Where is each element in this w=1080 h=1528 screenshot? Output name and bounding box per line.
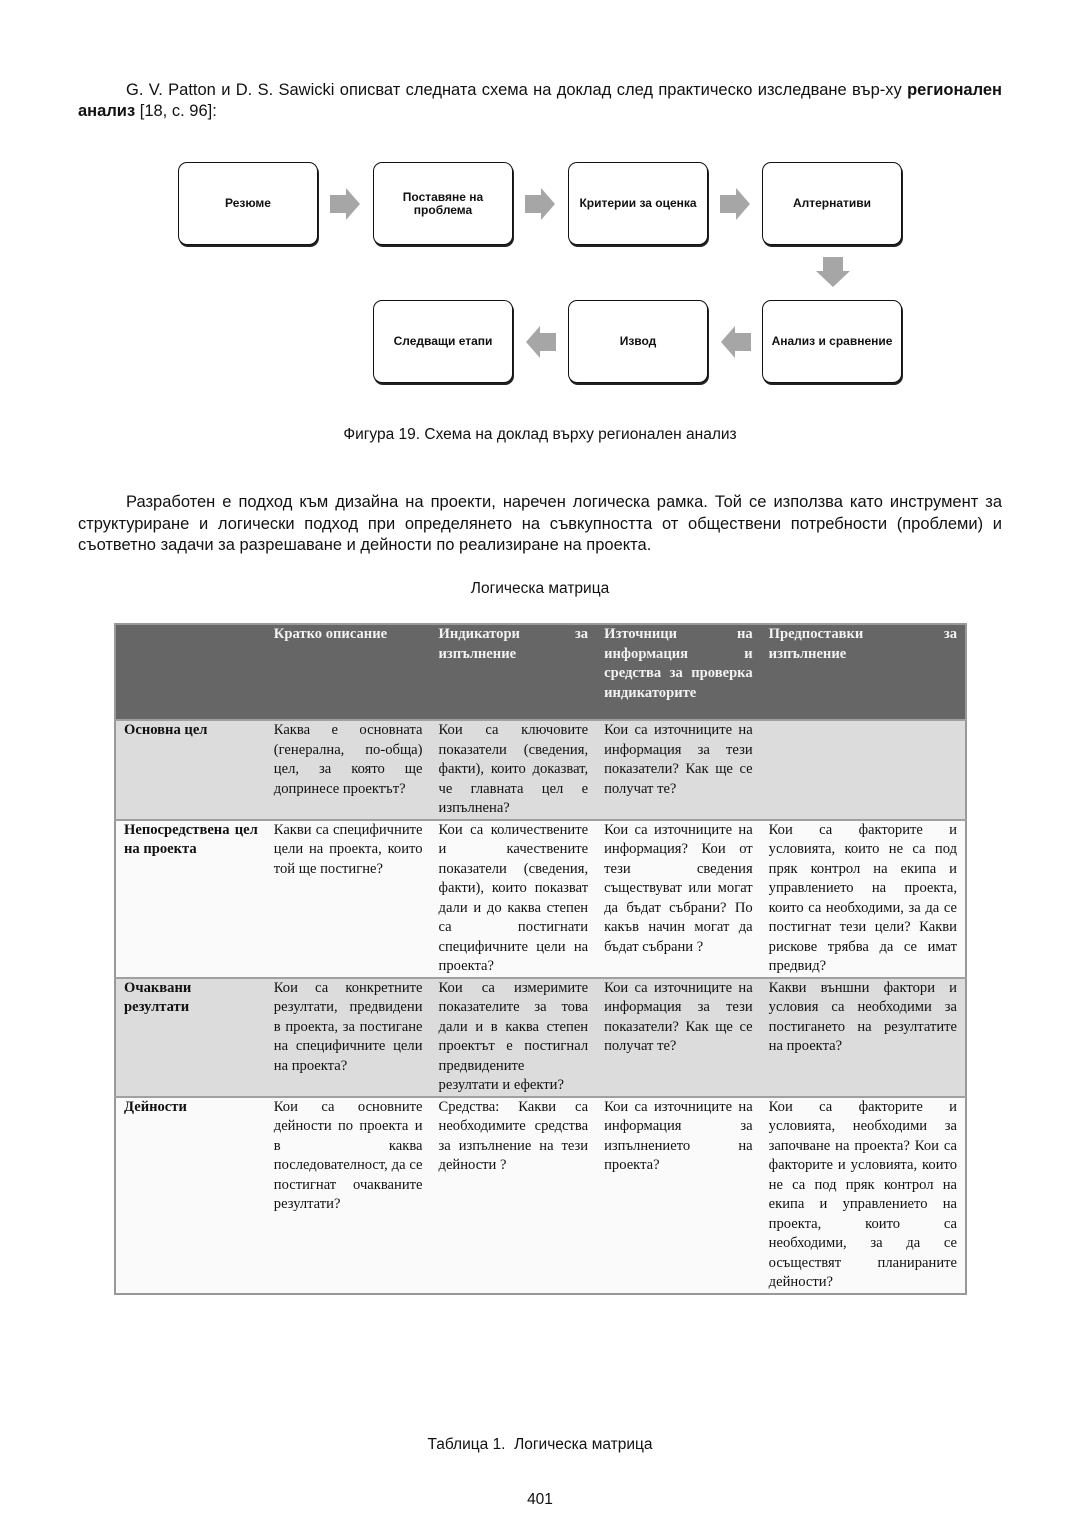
arrow-left-icon [526, 326, 556, 358]
diagram-box-next-steps [373, 300, 513, 383]
table-cell: Средства: Какви са необходимите средства за изпълнение на тези дейности ? [431, 1097, 597, 1294]
table-cell: Кои са основните дейности по проекта и в каква последователност, да се постигнат очакваните резултати? [266, 1097, 431, 1294]
table-caption: Таблица 1. Логическа матрица [427, 1436, 653, 1453]
table-row [115, 820, 966, 978]
box-label: Следващи етапи [393, 334, 493, 348]
box-label: Резюме [225, 196, 271, 210]
diagram-box-analysis [762, 300, 902, 383]
table-cell: Каква е основната (генерална, по-обща) цел, за която ще допринесе проектът? [266, 720, 431, 820]
diagram-box-alternatives [762, 162, 902, 245]
table-cell: Кои са факторите и условията, които не са под пряк контрол на екипа и управлението на проекта, които са необходими, за да се постигнат тези цели? Какви рискове трябва да се имат предвид? [761, 820, 966, 978]
table-cell: Кои са конкретните резултати, предвидени в проекта, за постигане на специфичните цели на проекта? [266, 978, 431, 1097]
table-cell: Кои са факторите и условията, необходими за започване на проекта? Кои са факторите и условията, които не са под пряк контрол на екипа и управлението на проекта, които са необходими, за да се осъществят планираните дейности? [761, 1097, 966, 1294]
table-cell: Кои са източниците на информация? Кои от тези сведения съществуват или могат да бъдат събрани? По какъв начин могат да бъдат събрани ? [596, 820, 761, 978]
table-cell: Какви са специфичните цели на проекта, които той ще постигне? [266, 820, 431, 978]
body-paragraph [78, 492, 1002, 557]
table-cell: Кои са източниците на информация за изпълнението на проекта? [596, 1097, 761, 1294]
table-row [115, 978, 966, 1097]
box-label: Алтернативи [792, 196, 872, 210]
diagram-box-conclusion [568, 300, 708, 383]
row-header: Основна цел [115, 720, 266, 820]
row-header: Дейности [115, 1097, 266, 1294]
row-header: Очаквани резултати [115, 978, 266, 1097]
row-header: Непосредствена цел на проекта [115, 820, 266, 978]
table-row [115, 720, 966, 820]
box-label: Критерии за оценка [579, 196, 697, 210]
table-title: Логическа матрица [470, 580, 610, 597]
column-header-indicators: Индикатори за изпълнение [431, 624, 597, 720]
diagram-box-criteria [568, 162, 708, 245]
figure-caption: Фигура 19. Схема на доклад върху регионален анализ [343, 426, 737, 443]
diagram-box-problem [373, 162, 513, 245]
column-header [115, 624, 266, 720]
page-number: 401 [527, 1491, 553, 1508]
table-cell: Кои са количествените и качествените показатели (сведения, факти), които показват дали и до каква степен са постигнати специфичните цели на проекта? [431, 820, 597, 978]
arrow-right-icon [330, 188, 360, 220]
table-cell: Кои са източниците на информация за тези показатели? Как ще се получат те? [596, 720, 761, 820]
column-header-sources: Източници на информация и средства за проверка индикаторите [596, 624, 761, 720]
table-row [115, 1097, 966, 1294]
table-cell: Кои са ключовите показатели (сведения, факти), които доказват, че главната цел е изпълнена? [431, 720, 597, 820]
diagram-box-summary [178, 162, 318, 245]
box-label: Извод [619, 334, 657, 348]
intro-paragraph [78, 80, 1002, 122]
arrow-left-icon [721, 326, 751, 358]
intro-bold-term: регионален анализ [78, 81, 1002, 120]
box-label: Анализ и сравнение [771, 334, 893, 348]
intro-citation: [18, с. 96]: [135, 102, 217, 120]
arrow-down-icon [816, 257, 850, 287]
logical-matrix-table [114, 623, 967, 1295]
table-cell: Кои са измеримите показателите за това дали и в каква степен проектът е постигнал предвидените резултати и ефекти? [431, 978, 597, 1097]
body-paragraph-text: Разработен е подход към дизайна на проекти, наречен логическа рамка. Той се използва като инструмент за структуриране и логически подход при определянето на съвкупността от обществени потребности (проблеми) и съответно задачи за разрешаване и дейности по реализиране на проекта. [78, 493, 1002, 554]
intro-text: G. V. Patton и D. S. Sawicki описват следната схема на доклад след практическо изследване вър-ху [126, 81, 908, 99]
table-cell: Какви външни фактори и условия са необходими за постигането на резултатите на проекта? [761, 978, 966, 1097]
arrow-right-icon [720, 188, 750, 220]
table-header-row [115, 624, 966, 720]
table-cell: Кои са източниците на информация за тези показатели? Как ще се получат те? [596, 978, 761, 1097]
box-label: Поставяне на проблема [402, 189, 484, 217]
column-header-assumptions: Предпоставки за изпълнение [761, 624, 966, 720]
arrow-right-icon [525, 188, 555, 220]
table-cell [761, 720, 966, 820]
column-header-short-description: Кратко описание [266, 624, 431, 720]
